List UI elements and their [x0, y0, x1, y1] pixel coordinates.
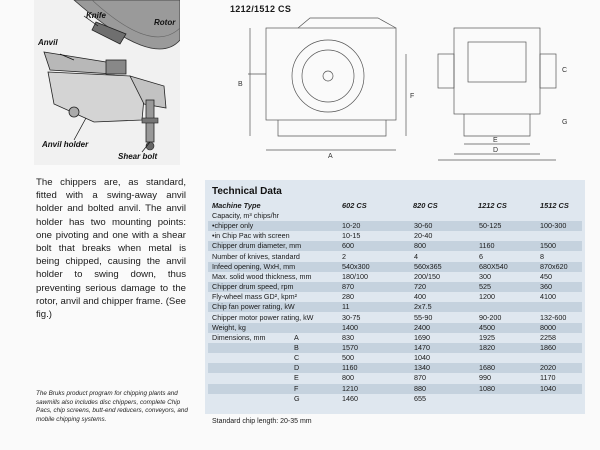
column-header: 1212 CS: [478, 201, 507, 210]
column-header: 1512 CS: [540, 201, 569, 210]
table-cell: 100-300: [540, 221, 567, 231]
row-label: Max. solid wood thickness, mm: [212, 271, 312, 281]
table-cell: 50-125: [479, 221, 502, 231]
table-row: [208, 211, 582, 221]
row-sublabel: D: [294, 363, 300, 373]
table-cell: 600: [342, 241, 354, 251]
table-row: [208, 343, 582, 353]
table-cell: 1340: [414, 363, 430, 373]
table-title: Technical Data: [212, 186, 282, 197]
table-cell: 90-200: [479, 312, 502, 322]
table-row: [208, 353, 582, 363]
table-row: [208, 333, 582, 343]
table-cell: 132-600: [540, 312, 567, 322]
table-cell: 1400: [342, 322, 358, 332]
table-row: [208, 302, 582, 312]
table-cell: 11: [342, 302, 350, 312]
table-cell: 1170: [540, 373, 556, 383]
table-cell: 280: [342, 292, 354, 302]
row-label: Dimensions, mm: [212, 332, 266, 342]
table-cell: 1680: [479, 363, 495, 373]
table-cell: 20-40: [414, 231, 433, 241]
table-cell: 1860: [540, 342, 556, 352]
table-cell: 1160: [479, 241, 495, 251]
row-label: Infeed opening, WxH, mm: [212, 261, 296, 271]
table-cell: 655: [414, 393, 426, 403]
table-cell: 540x300: [342, 261, 370, 271]
dim-label-b: B: [238, 81, 243, 88]
row-label: Chipper drum diameter, mm: [212, 241, 302, 251]
table-cell: 680X540: [479, 261, 508, 271]
table-cell: 990: [479, 373, 491, 383]
table-cell: 500: [342, 353, 354, 363]
table-cell: 880: [414, 383, 426, 393]
footnote: The Bruks product program for chipping plants and sawmills also includes disc chippers, complete Chip Pacs, chip screens, butt-end reducers, conveyors, and mobile chipping systems.: [36, 390, 188, 423]
table-cell: 870: [414, 373, 426, 383]
table-cell: 10-15: [342, 231, 361, 241]
anvil-holder-illustration: [34, 0, 180, 165]
table-cell: 870x620: [540, 261, 568, 271]
row-label: Chipper motor power rating, kW: [212, 312, 314, 322]
column-header: Machine Type: [212, 201, 261, 210]
table-row: [208, 363, 582, 373]
row-sublabel: F: [294, 383, 299, 393]
dim-label-c: C: [562, 67, 568, 74]
table-row: [208, 282, 582, 292]
engineering-drawings: [228, 14, 588, 164]
table-cell: 1470: [414, 342, 430, 352]
table-cell: 1690: [414, 332, 430, 342]
column-header: 820 CS: [413, 201, 438, 210]
table-row: [208, 262, 582, 272]
table-cell: 4100: [540, 292, 556, 302]
table-cell: 525: [479, 282, 491, 292]
table-cell: 1160: [342, 363, 358, 373]
dimension-drawing: [228, 14, 588, 164]
table-cell: 720: [414, 282, 426, 292]
rotor-label: Rotor: [154, 18, 176, 27]
table-cell: 830: [342, 332, 354, 342]
table-cell: 2020: [540, 363, 556, 373]
table-row: [208, 313, 582, 323]
table-cell: 1500: [540, 241, 556, 251]
table-cell: 10-20: [342, 221, 361, 231]
anvil-label: Anvil: [38, 38, 58, 47]
table-cell: 1820: [479, 342, 495, 352]
dim-label-e: E: [493, 137, 498, 144]
table-cell: 8: [540, 251, 544, 261]
knife-label: Knife: [86, 11, 106, 20]
description-paragraph: The chippers are, as standard, fitted with a swing-away anvil holder and bolted anvil. The anvil holder has two mounting points: one pivoting and one with a shear bolt that breaks when metal is being chipped, causing the anvil holder to swing down, thus preventing serious damage to the rotor, anvil and chipper frame. (See fig.): [36, 177, 186, 321]
table-row: [208, 292, 582, 302]
table-cell: 300: [479, 271, 491, 281]
table-cell: 1570: [342, 342, 358, 352]
table-row: [208, 323, 582, 333]
table-row: [208, 231, 582, 241]
table-row: [208, 373, 582, 383]
table-cell: 870: [342, 282, 354, 292]
drawing-model-title: 1212/1512 CS: [230, 4, 292, 14]
table-cell: 1925: [479, 332, 495, 342]
table-cell: 30-60: [414, 221, 433, 231]
table-cell: 2400: [414, 322, 430, 332]
table-cell: 180/100: [342, 271, 368, 281]
table-cell: 1200: [479, 292, 495, 302]
table-cell: 450: [540, 271, 552, 281]
dim-label-f: F: [410, 93, 415, 100]
row-label: Weight, kg: [212, 322, 246, 332]
standard-chip-length: Standard chip length: 20-35 mm: [212, 418, 312, 425]
row-sublabel: C: [294, 353, 300, 363]
table-cell: 1080: [479, 383, 495, 393]
table-cell: 1210: [342, 383, 358, 393]
row-label: Chip fan power rating, kW: [212, 302, 295, 312]
dim-label-d: D: [493, 147, 499, 154]
table-cell: 1040: [540, 383, 556, 393]
table-cell: 1040: [414, 353, 430, 363]
table-cell: 1460: [342, 393, 358, 403]
table-cell: 2258: [540, 332, 556, 342]
table-cell: 30-75: [342, 312, 361, 322]
shear-bolt-label: Shear bolt: [118, 152, 158, 161]
row-sublabel: E: [294, 373, 299, 383]
table-row: [208, 384, 582, 394]
column-header: 602 CS: [342, 201, 367, 210]
anvil-holder-label: Anvil holder: [42, 140, 89, 149]
table-cell: 4500: [479, 322, 495, 332]
row-sublabel: B: [294, 342, 299, 352]
row-sublabel: A: [294, 332, 299, 342]
dim-label-g: G: [562, 119, 568, 126]
row-label: •chipper only: [212, 221, 254, 231]
table-cell: 2x7.5: [414, 302, 432, 312]
table-cell: 400: [414, 292, 426, 302]
row-label: Chipper drum speed, rpm: [212, 282, 294, 292]
dim-label-a: A: [328, 153, 333, 160]
table-cell: 800: [342, 373, 354, 383]
table-cell: 800: [414, 241, 426, 251]
table-row: [208, 241, 582, 251]
table-cell: 360: [540, 282, 552, 292]
table-cell: 560x365: [414, 261, 442, 271]
table-row: [208, 221, 582, 231]
table-cell: 200/150: [414, 271, 440, 281]
table-cell: 6: [479, 251, 483, 261]
table-row: [208, 394, 582, 404]
table-row: [208, 252, 582, 262]
table-row: [208, 272, 582, 282]
row-label: •in Chip Pac with screen: [212, 231, 290, 241]
row-label: Number of knives, standard: [212, 251, 300, 261]
row-label: Fly-wheel mass GD², kpm²: [212, 292, 298, 302]
row-sublabel: G: [294, 393, 300, 403]
table-cell: 4: [414, 251, 418, 261]
table-cell: 55-90: [414, 312, 433, 322]
table-cell: 2: [342, 251, 346, 261]
row-label: Capacity, m³ chips/hr: [212, 211, 279, 220]
table-cell: 8000: [540, 322, 556, 332]
